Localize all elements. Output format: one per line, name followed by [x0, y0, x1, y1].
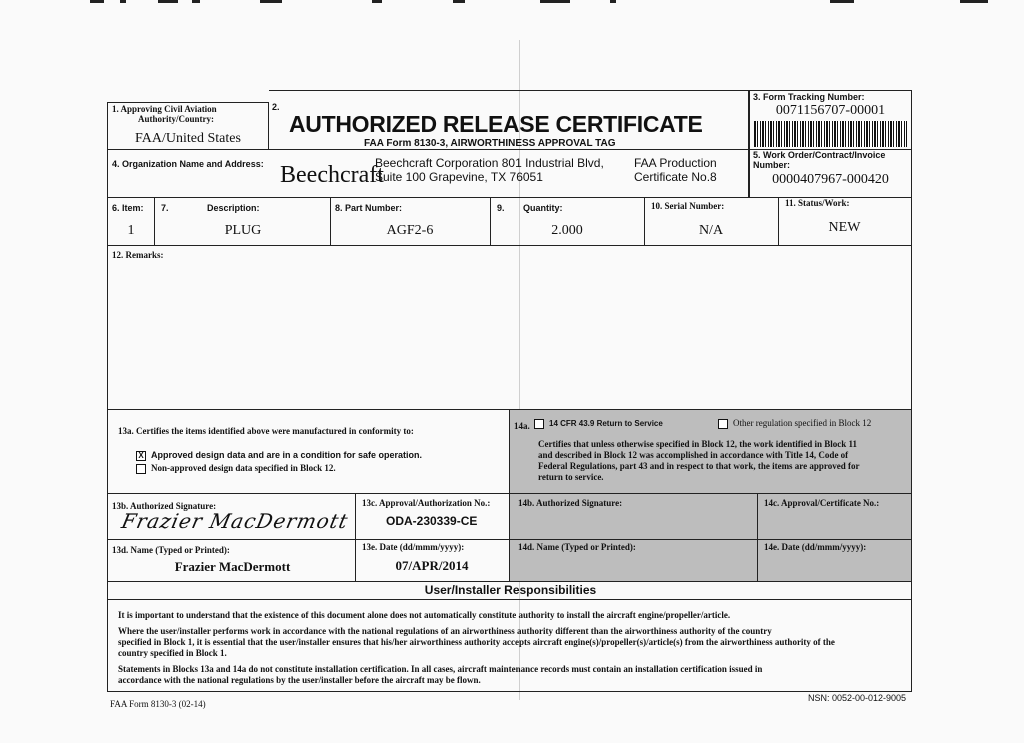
responsibilities-p2c: country specified in Block 1. — [118, 648, 227, 658]
block-4 — [107, 150, 749, 198]
other-regulation-checkbox[interactable] — [718, 419, 728, 429]
responsibilities-p3b: accordance with the national regulations by the user/installer before the aircraft may be flown. — [118, 675, 481, 685]
block-6 — [107, 198, 155, 246]
non-approved-design-option[interactable] — [136, 463, 336, 474]
tracking-barcode — [754, 121, 907, 147]
responsibilities-p3a: Statements in Blocks 13a and 14a do not constitute installation certification. In all cases, aircraft maintenance records must contain an installation certification issued in — [118, 664, 763, 674]
approved-design-option[interactable] — [136, 450, 422, 461]
quantity-value: 2.000 — [551, 223, 583, 238]
production-cert-line2: Certificate No.8 — [634, 170, 717, 184]
production-cert-line1: FAA Production — [634, 156, 717, 170]
serial-number-value: N/A — [698, 223, 724, 238]
block-13e — [356, 540, 510, 582]
other-regulation-label: Other regulation specified in Block 12 — [733, 418, 872, 428]
beechcraft-logo: Beechcraft — [280, 162, 384, 188]
block-14a-text-line4: return to service. — [538, 472, 604, 482]
responsibilities-p2b: specified in Block 1, it is essential that the user/installer ensures that his/her airworthiness authority accepts aircraft engine(s)/propeller(s)/article(s) from the airworthiness authority of the — [118, 637, 835, 647]
non-approved-design-checkbox[interactable] — [136, 464, 146, 474]
block-9-label: Quantity: — [523, 203, 563, 213]
block-14e-label: 14e. Date (dd/mmm/yyyy): — [764, 542, 867, 552]
item-value: 1 — [127, 223, 135, 238]
block-13d-label: 13d. Name (Typed or Printed): — [112, 545, 230, 555]
block-7-label: Description: — [207, 203, 260, 213]
form-tracking-number: 0071156707-00001 — [775, 103, 886, 118]
authorized-signature: Frazier MacDermott — [119, 509, 351, 533]
block-2-label: 2. — [272, 102, 280, 112]
block-14e — [758, 540, 912, 582]
block-14b-label: 14b. Authorized Signature: — [518, 498, 623, 508]
work-order-number: 0000407967-000420 — [772, 172, 889, 187]
block-13b — [107, 494, 356, 540]
responsibilities-body — [107, 600, 912, 692]
block-1-label2: Authority/Country: — [138, 114, 214, 124]
block-14a-text-line1: Certifies that unless otherwise specified in Block 12, the work identified in Block 11 — [538, 439, 857, 449]
block-5-label2: Number: — [753, 160, 791, 170]
block-13a — [107, 410, 510, 494]
block-5-label: 5. Work Order/Contract/Invoice — [753, 150, 886, 160]
block-7 — [155, 198, 331, 246]
block-4-label: 4. Organization Name and Address: — [112, 159, 264, 169]
responsibilities-p2a: Where the user/installer performs work in accordance with the national regulations of an airworthiness authority different than the airworthiness authority of the country — [118, 626, 772, 636]
block-14d-label: 14d. Name (Typed or Printed): — [518, 542, 636, 552]
block-12 — [107, 246, 912, 410]
responsibilities-p1: It is important to understand that the existence of this document alone does not automatically constitute authority to install the aircraft engine/propeller/article. — [118, 610, 731, 620]
block-6-label: 6. Item: — [112, 203, 144, 213]
block-8-label: 8. Part Number: — [335, 203, 403, 213]
block-13b-label: 13b. Authorized Signature: — [112, 501, 217, 511]
block-9-num: 9. — [497, 203, 505, 213]
approval-number: ODA-230339-CE — [386, 514, 478, 528]
block-3-label: 3. Form Tracking Number: — [753, 92, 865, 102]
block-14c-label: 14c. Approval/Certificate No.: — [764, 498, 880, 508]
block-14a-text-line2: and described in Block 12 was accomplished in accordance with Title 14, Code of — [538, 450, 849, 460]
org-address-line2: Suite 100 Grapevine, TX 76051 — [375, 170, 543, 184]
block-11-label: 11. Status/Work: — [785, 198, 850, 208]
approved-design-label: Approved design data and are in a condition for safe operation. — [151, 450, 423, 460]
block-3 — [749, 90, 912, 150]
block-13c-label: 13c. Approval/Authorization No.: — [362, 498, 491, 508]
certification-date: 07/APR/2014 — [395, 558, 469, 573]
block-14a — [510, 410, 912, 494]
block-11 — [779, 198, 912, 246]
block-14a-num: 14a. — [514, 421, 530, 431]
cfr-43-9-checkbox[interactable] — [534, 419, 544, 429]
description-value: PLUG — [224, 223, 262, 238]
block-12-label: 12. Remarks: — [112, 250, 164, 260]
other-regulation-option[interactable] — [718, 418, 871, 429]
block-14a-text-line3: Federal Regulations, part 43 and in respect to that work, the items are approved for — [538, 461, 860, 471]
block-2 — [269, 90, 749, 150]
block-1 — [107, 102, 269, 150]
org-address-line1: Beechcraft Corporation 801 Industrial Blvd, — [375, 156, 604, 170]
certificate-form — [107, 90, 912, 690]
responsibilities-heading: User/Installer Responsibilities — [424, 583, 597, 597]
block-13e-label: 13e. Date (dd/mmm/yyyy): — [362, 542, 465, 552]
part-number-value: AGF2-6 — [386, 223, 434, 238]
form-subtitle: FAA Form 8130-3, AIRWORTHINESS APPROVAL TAG — [364, 138, 616, 149]
form-identifier: FAA Form 8130-3 (02-14) — [110, 699, 206, 709]
block-7-num: 7. — [161, 203, 169, 213]
block-13c — [356, 494, 510, 540]
responsibilities-heading-box — [107, 582, 912, 600]
block-8 — [331, 198, 491, 246]
block-10 — [645, 198, 779, 246]
block-13a-label: 13a. Certifies the items identified above were manufactured in conformity to: — [118, 426, 414, 436]
block-14b — [510, 494, 758, 540]
block-14d — [510, 540, 758, 582]
block-1-label: 1. Approving Civil Aviation — [112, 104, 217, 114]
printed-name: Frazier MacDermott — [174, 559, 291, 574]
nsn-number: NSN: 0052-00-012-9005 — [808, 693, 907, 703]
approving-authority: FAA/United States — [135, 131, 241, 146]
block-5 — [749, 150, 912, 198]
approved-design-checkbox[interactable]: X — [136, 451, 146, 461]
cfr-43-9-option[interactable] — [534, 419, 663, 429]
block-13d — [107, 540, 356, 582]
status-value: NEW — [828, 220, 861, 235]
block-14c — [758, 494, 912, 540]
non-approved-design-label: Non-approved design data specified in Block 12. — [151, 463, 336, 473]
block-9 — [491, 198, 645, 246]
block-10-label: 10. Serial Number: — [651, 201, 725, 211]
form-title: AUTHORIZED RELEASE CERTIFICATE — [289, 111, 703, 137]
cfr-43-9-label: 14 CFR 43.9 Return to Service — [549, 419, 663, 429]
